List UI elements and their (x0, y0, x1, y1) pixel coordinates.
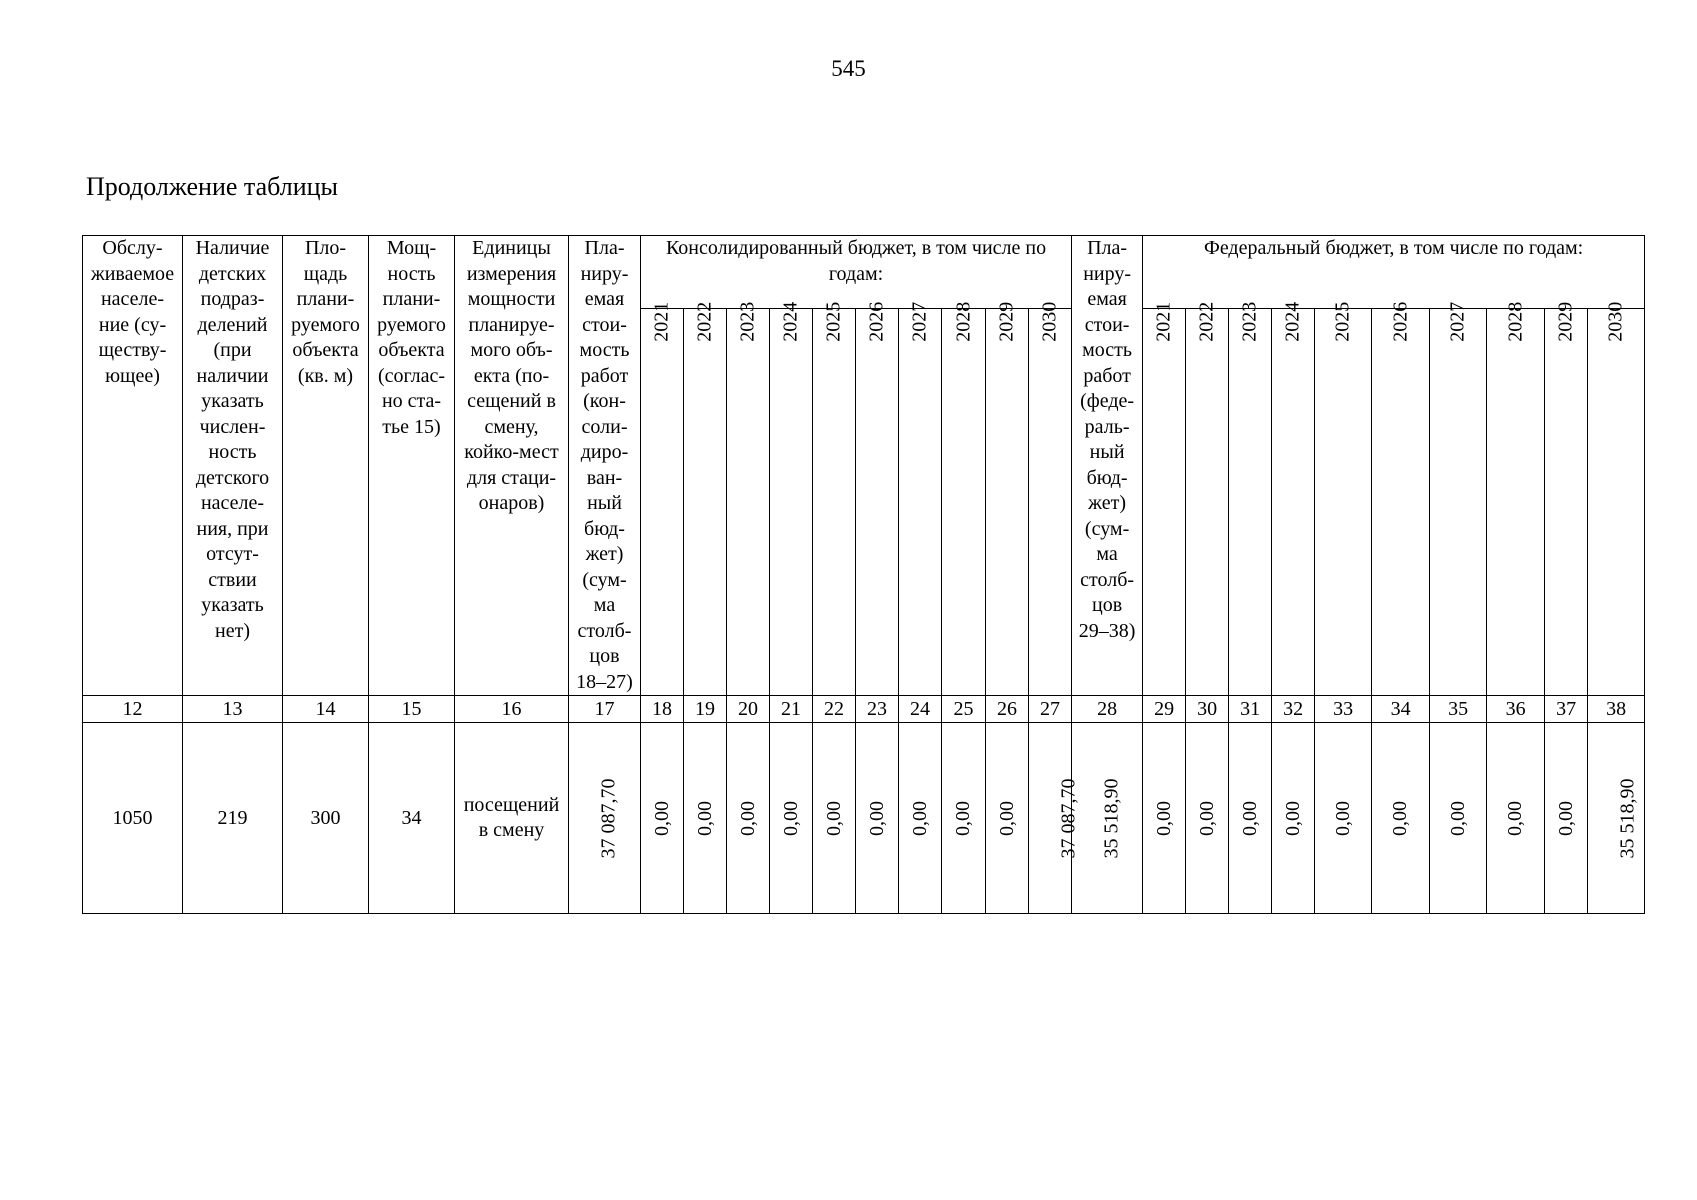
year-cell (1487, 301, 1545, 696)
column-number: 38 (1588, 696, 1645, 723)
year-cell (641, 301, 684, 696)
consolidated-year-value (1029, 723, 1080, 914)
consolidated-year-value (770, 723, 813, 914)
value-text: 0,00 (1238, 800, 1261, 836)
consolidated-year-value (684, 723, 727, 914)
header-area-text: Пло- щадь плани- руемого объекта (кв. м) (291, 237, 360, 387)
column-number: 23 (856, 696, 899, 723)
continuation-title: Продолжение таблицы (86, 172, 338, 201)
column-number: 18 (641, 696, 684, 723)
year-label: 2024 (779, 301, 802, 342)
federal-year-value (1372, 723, 1430, 914)
year-cell (856, 301, 899, 696)
column-number: 25 (942, 696, 986, 723)
year-cell (684, 301, 727, 696)
year-cell (1143, 301, 1186, 696)
unit-value-text: посещений в смену (463, 794, 560, 841)
value-text: 0,00 (1389, 800, 1412, 836)
column-number: 33 (1315, 696, 1372, 723)
column-number: 35 (1430, 696, 1487, 723)
value-text: 0,00 (822, 800, 845, 836)
header-units-text: Единицы измерения мощности планируе- мого объ- екта (по- сещений в смену, койко-мест для стаци- онаров) (464, 237, 559, 514)
column-number: 20 (727, 696, 770, 723)
year-cell (1315, 301, 1372, 696)
year-label: 2025 (1331, 301, 1354, 342)
column-number: 37 (1545, 696, 1588, 723)
column-number: 14 (283, 696, 369, 723)
year-label: 2029 (995, 301, 1018, 342)
header-units (455, 236, 569, 696)
column-number: 19 (684, 696, 727, 723)
federal-year-value (1186, 723, 1229, 914)
year-label: 2027 (1446, 301, 1469, 342)
year-cell (1186, 301, 1229, 696)
capacity-value: 34 (369, 723, 455, 914)
column-number: 30 (1186, 696, 1229, 723)
value-text: 0,00 (693, 800, 716, 836)
value-text: 0,00 (995, 800, 1018, 836)
page-number: 545 (831, 56, 866, 81)
year-label: 2030 (1604, 301, 1627, 342)
column-number: 12 (83, 696, 183, 723)
column-number: 28 (1072, 696, 1143, 723)
year-cell (813, 301, 856, 696)
year-cell (1545, 301, 1588, 696)
column-number: 16 (455, 696, 569, 723)
year-cell (1029, 301, 1072, 696)
federal-total-value (1072, 723, 1143, 914)
federal-year-value (1430, 723, 1487, 914)
column-number: 24 (899, 696, 942, 723)
value-text: 0,00 (779, 800, 802, 836)
header-area (283, 236, 369, 696)
column-number: 29 (1143, 696, 1186, 723)
column-number-row (83, 696, 1645, 723)
consolidated-year-value (727, 723, 770, 914)
column-number: 34 (1372, 696, 1430, 723)
value-text: 35 518,90 (1616, 778, 1639, 858)
federal-total-text: 35 518,90 (1100, 778, 1123, 858)
year-cell (899, 301, 942, 696)
column-number: 13 (183, 696, 283, 723)
table-row (83, 723, 1645, 914)
column-number: 32 (1272, 696, 1315, 723)
year-label: 2026 (865, 301, 888, 342)
value-text: 0,00 (1446, 800, 1469, 836)
column-number: 15 (369, 696, 455, 723)
year-label: 2023 (1238, 301, 1261, 342)
consolidated-year-value (899, 723, 942, 914)
value-text: 37 087,70 (1057, 778, 1080, 858)
value-text: 0,00 (736, 800, 759, 836)
year-cell (1430, 301, 1487, 696)
federal-year-value (1545, 723, 1588, 914)
year-label: 2021 (650, 301, 673, 342)
header-population (83, 236, 183, 696)
year-cell (1229, 301, 1272, 696)
year-label: 2025 (822, 301, 845, 342)
consolidated-year-value (942, 723, 986, 914)
value-text: 0,00 (1504, 800, 1527, 836)
population-value: 1050 (83, 723, 183, 914)
year-label: 2027 (908, 301, 931, 342)
budget-table (82, 235, 1645, 914)
column-number: 31 (1229, 696, 1272, 723)
consolidated-total-text: 37 087,70 (597, 778, 620, 858)
consolidated-year-value (856, 723, 899, 914)
value-text: 0,00 (1554, 800, 1577, 836)
year-cell (942, 301, 986, 696)
year-label: 2021 (1152, 301, 1175, 342)
year-cell (727, 301, 770, 696)
column-number: 22 (813, 696, 856, 723)
consolidated-total-value (569, 723, 641, 914)
federal-year-value (1229, 723, 1272, 914)
federal-year-value (1588, 723, 1645, 914)
consolidated-year-value (641, 723, 684, 914)
federal-year-value (1315, 723, 1372, 914)
column-number: 17 (569, 696, 641, 723)
year-label: 2022 (1195, 301, 1218, 342)
value-text: 0,00 (1195, 800, 1218, 836)
year-label: 2023 (736, 301, 759, 342)
value-text: 0,00 (650, 800, 673, 836)
header-consolidated-group: Консолидированный бюджет, в том числе по годам: (641, 236, 1072, 309)
federal-year-value (1487, 723, 1545, 914)
year-label: 2024 (1281, 301, 1304, 342)
value-text: 0,00 (1331, 800, 1354, 836)
header-row-group (83, 236, 1645, 309)
year-label: 2030 (1038, 301, 1061, 342)
year-cell (1372, 301, 1430, 696)
column-number: 26 (986, 696, 1029, 723)
header-children-text: Наличие детских подраз- делений (при наличии указать числен- ность детского населе- ния, при отсут- ствии указать нет) (195, 237, 270, 642)
header-population-text: Обслу- живаемое населе- ние (су- ществу- ющее) (90, 237, 175, 387)
year-label: 2029 (1554, 301, 1577, 342)
header-consolidated-total (569, 236, 641, 696)
value-text: 0,00 (1281, 800, 1304, 836)
children-value: 219 (183, 723, 283, 914)
year-label: 2026 (1388, 301, 1411, 342)
year-label: 2028 (1503, 301, 1526, 342)
year-cell (1272, 301, 1315, 696)
header-capacity-text: Мощ- ность плани- руемого объекта (соглас- но ста- тье 15) (377, 237, 446, 438)
unit-value (455, 723, 569, 914)
federal-year-value (1272, 723, 1315, 914)
consolidated-year-value (986, 723, 1029, 914)
value-text: 0,00 (908, 800, 931, 836)
header-consolidated-total-text: Пла- ниру- емая стои- мость работ (кон- соли- диро- ван- ный бюд- жет) (сум- ма столб- цов 18–27) (576, 237, 633, 693)
column-number: 27 (1029, 696, 1072, 723)
column-number: 36 (1487, 696, 1545, 723)
column-number: 21 (770, 696, 813, 723)
value-text: 0,00 (952, 800, 974, 836)
value-text: 0,00 (1152, 800, 1175, 836)
federal-year-value (1143, 723, 1186, 914)
value-text: 0,00 (865, 800, 888, 836)
year-cell (1588, 301, 1645, 696)
year-cell (770, 301, 813, 696)
header-federal-group: Федеральный бюджет, в том числе по годам: (1143, 236, 1645, 309)
year-label: 2022 (693, 301, 716, 342)
consolidated-year-value (813, 723, 856, 914)
year-label: 2028 (951, 301, 974, 342)
header-children (183, 236, 283, 696)
year-cell (986, 301, 1029, 696)
header-capacity (369, 236, 455, 696)
header-federal-total (1072, 236, 1143, 696)
header-federal-total-text: Пла- ниру- емая стои- мость работ (феде- раль- ный бюд- жет) (сум- ма столб- цов 29–38) (1078, 237, 1136, 642)
area-value: 300 (283, 723, 369, 914)
